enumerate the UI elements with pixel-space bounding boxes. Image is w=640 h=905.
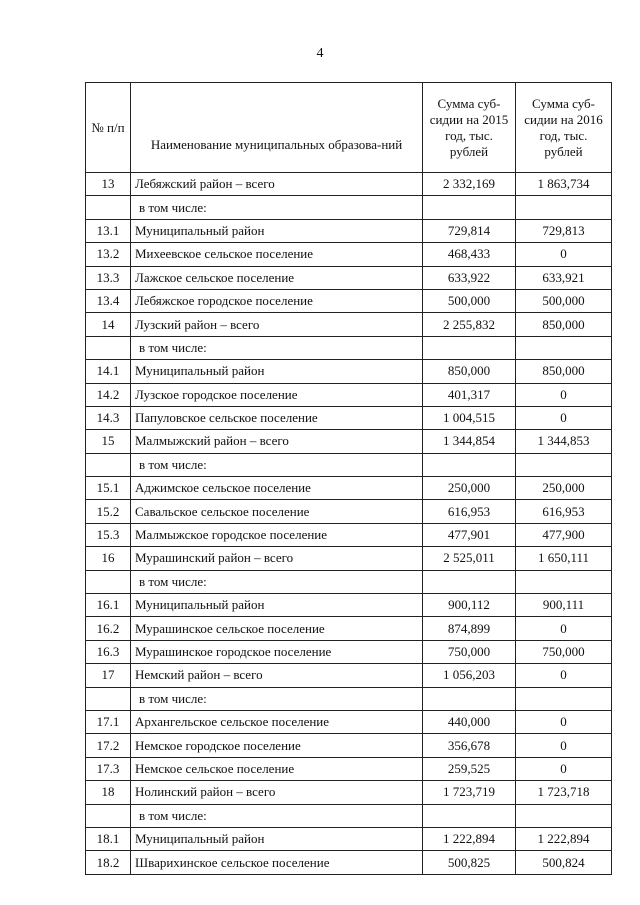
- row-number: 16.1: [86, 594, 131, 617]
- row-name: Муниципальный район: [131, 360, 423, 383]
- row-amount-2016: 500,824: [516, 851, 612, 874]
- header-amount-2015: Сумма суб-сидии на 2015 год, тыс. рублей: [423, 83, 516, 173]
- row-name: Савальское сельское поселение: [131, 500, 423, 523]
- row-number: [86, 687, 131, 710]
- table-row: [86, 477, 612, 500]
- table-row: [86, 594, 612, 617]
- row-number: 18: [86, 781, 131, 804]
- row-amount-2015: 1 723,719: [423, 781, 516, 804]
- row-number: 14: [86, 313, 131, 336]
- row-number: 14.1: [86, 360, 131, 383]
- row-amount-2016: 500,000: [516, 289, 612, 312]
- row-name: Лебяжский район – всего: [131, 173, 423, 196]
- row-amount-2015: 259,525: [423, 757, 516, 780]
- row-number: 15.2: [86, 500, 131, 523]
- row-name: в том числе:: [131, 804, 423, 827]
- row-amount-2016: 1 650,111: [516, 547, 612, 570]
- page-number: 4: [316, 46, 324, 61]
- row-amount-2016: 750,000: [516, 640, 612, 663]
- row-amount-2016: 616,953: [516, 500, 612, 523]
- row-name: в том числе:: [131, 336, 423, 359]
- table-row: [86, 547, 612, 570]
- row-amount-2015: 1 004,515: [423, 406, 516, 429]
- row-amount-2015: [423, 804, 516, 827]
- row-amount-2015: 900,112: [423, 594, 516, 617]
- row-name: Малмыжский район – всего: [131, 430, 423, 453]
- row-number: 16.2: [86, 617, 131, 640]
- table-row: [86, 243, 612, 266]
- row-name: в том числе:: [131, 687, 423, 710]
- row-number: 13: [86, 173, 131, 196]
- row-amount-2016: 1 863,734: [516, 173, 612, 196]
- row-amount-2016: 0: [516, 710, 612, 733]
- row-amount-2015: 2 525,011: [423, 547, 516, 570]
- table-header: [86, 83, 612, 173]
- row-amount-2016: 0: [516, 734, 612, 757]
- row-amount-2016: 633,921: [516, 266, 612, 289]
- row-amount-2015: 2 255,832: [423, 313, 516, 336]
- table-row: [86, 173, 612, 196]
- row-name: Аджимское сельское поселение: [131, 477, 423, 500]
- table-row: [86, 687, 612, 710]
- row-number: 14.2: [86, 383, 131, 406]
- row-name: Немское городское поселение: [131, 734, 423, 757]
- table-row: [86, 289, 612, 312]
- table-row: [86, 313, 612, 336]
- row-name: Мурашинский район – всего: [131, 547, 423, 570]
- row-amount-2015: 616,953: [423, 500, 516, 523]
- row-number: 18.1: [86, 827, 131, 850]
- row-amount-2015: 250,000: [423, 477, 516, 500]
- row-name: Немское сельское поселение: [131, 757, 423, 780]
- row-amount-2015: 633,922: [423, 266, 516, 289]
- row-amount-2016: 250,000: [516, 477, 612, 500]
- row-amount-2015: 2 332,169: [423, 173, 516, 196]
- row-number: 17: [86, 664, 131, 687]
- row-number: 13.1: [86, 219, 131, 242]
- row-number: [86, 453, 131, 476]
- table-row: [86, 383, 612, 406]
- row-amount-2016: 850,000: [516, 313, 612, 336]
- row-amount-2015: 356,678: [423, 734, 516, 757]
- row-number: [86, 804, 131, 827]
- row-number: [86, 196, 131, 219]
- row-amount-2016: 477,900: [516, 523, 612, 546]
- table-row: [86, 710, 612, 733]
- header-name: Наименование муниципальных образова-ний: [131, 83, 423, 173]
- table-body: [86, 173, 612, 875]
- row-amount-2015: 750,000: [423, 640, 516, 663]
- row-number: 15: [86, 430, 131, 453]
- row-name: Малмыжское городское поселение: [131, 523, 423, 546]
- row-number: 14.3: [86, 406, 131, 429]
- row-number: 16: [86, 547, 131, 570]
- table-row: [86, 734, 612, 757]
- table-row: [86, 500, 612, 523]
- row-amount-2015: 401,317: [423, 383, 516, 406]
- row-amount-2016: [516, 453, 612, 476]
- row-amount-2016: 900,111: [516, 594, 612, 617]
- row-amount-2016: 1 344,853: [516, 430, 612, 453]
- table-row: [86, 430, 612, 453]
- table-row: [86, 406, 612, 429]
- table-row: [86, 336, 612, 359]
- table-row: [86, 523, 612, 546]
- row-amount-2015: [423, 453, 516, 476]
- row-amount-2016: [516, 804, 612, 827]
- row-number: 13.3: [86, 266, 131, 289]
- row-number: 15.3: [86, 523, 131, 546]
- row-number: 17.2: [86, 734, 131, 757]
- row-amount-2016: 850,000: [516, 360, 612, 383]
- table-row: [86, 219, 612, 242]
- subsidy-table: [85, 82, 612, 875]
- row-amount-2016: [516, 336, 612, 359]
- row-number: [86, 570, 131, 593]
- row-amount-2015: 440,000: [423, 710, 516, 733]
- row-amount-2015: [423, 196, 516, 219]
- row-amount-2016: 1 222,894: [516, 827, 612, 850]
- row-amount-2015: 850,000: [423, 360, 516, 383]
- row-number: 18.2: [86, 851, 131, 874]
- table-row: [86, 266, 612, 289]
- row-amount-2015: 1 222,894: [423, 827, 516, 850]
- row-name: в том числе:: [131, 570, 423, 593]
- row-number: 15.1: [86, 477, 131, 500]
- row-name: Мурашинское сельское поселение: [131, 617, 423, 640]
- row-amount-2016: 0: [516, 383, 612, 406]
- row-amount-2016: [516, 570, 612, 593]
- row-amount-2015: [423, 336, 516, 359]
- row-number: 13.4: [86, 289, 131, 312]
- row-name: Муниципальный район: [131, 827, 423, 850]
- row-name: Муниципальный район: [131, 219, 423, 242]
- row-amount-2015: 477,901: [423, 523, 516, 546]
- row-number: 17.1: [86, 710, 131, 733]
- row-name: в том числе:: [131, 196, 423, 219]
- table-row: [86, 360, 612, 383]
- row-amount-2015: 468,433: [423, 243, 516, 266]
- row-name: Папуловское сельское поселение: [131, 406, 423, 429]
- row-amount-2015: 729,814: [423, 219, 516, 242]
- row-amount-2016: 0: [516, 617, 612, 640]
- row-name: Архангельское сельское поселение: [131, 710, 423, 733]
- header-number: № п/п: [86, 83, 131, 173]
- table-row: [86, 196, 612, 219]
- row-name: Шварихинское сельское поселение: [131, 851, 423, 874]
- row-amount-2015: [423, 570, 516, 593]
- table-row: [86, 827, 612, 850]
- table-row: [86, 617, 612, 640]
- row-number: 16.3: [86, 640, 131, 663]
- row-amount-2016: 0: [516, 757, 612, 780]
- row-amount-2015: 500,000: [423, 289, 516, 312]
- table-row: [86, 453, 612, 476]
- row-amount-2015: 500,825: [423, 851, 516, 874]
- table-row: [86, 757, 612, 780]
- table-row: [86, 851, 612, 874]
- row-name: Лузский район – всего: [131, 313, 423, 336]
- row-name: Мурашинское городское поселение: [131, 640, 423, 663]
- row-name: Лажское сельское поселение: [131, 266, 423, 289]
- row-amount-2016: [516, 196, 612, 219]
- row-amount-2016: 0: [516, 243, 612, 266]
- header-amount-2016: Сумма суб-сидии на 2016 год, тыс. рублей: [516, 83, 612, 173]
- row-number: 13.2: [86, 243, 131, 266]
- row-amount-2016: 0: [516, 664, 612, 687]
- table-row: [86, 664, 612, 687]
- table-row: [86, 804, 612, 827]
- row-name: Михеевское сельское поселение: [131, 243, 423, 266]
- table-row: [86, 781, 612, 804]
- table-row: [86, 570, 612, 593]
- row-name: Лебяжское городское поселение: [131, 289, 423, 312]
- row-amount-2015: [423, 687, 516, 710]
- row-amount-2016: 729,813: [516, 219, 612, 242]
- header-row: [86, 83, 612, 173]
- row-amount-2016: 1 723,718: [516, 781, 612, 804]
- table-row: [86, 640, 612, 663]
- row-number: [86, 336, 131, 359]
- row-amount-2015: 1 344,854: [423, 430, 516, 453]
- row-number: 17.3: [86, 757, 131, 780]
- row-amount-2016: 0: [516, 406, 612, 429]
- row-name: Нолинский район – всего: [131, 781, 423, 804]
- row-amount-2015: 874,899: [423, 617, 516, 640]
- row-name: Муниципальный район: [131, 594, 423, 617]
- row-name: в том числе:: [131, 453, 423, 476]
- row-amount-2016: [516, 687, 612, 710]
- row-amount-2015: 1 056,203: [423, 664, 516, 687]
- row-name: Немский район – всего: [131, 664, 423, 687]
- row-name: Лузское городское поселение: [131, 383, 423, 406]
